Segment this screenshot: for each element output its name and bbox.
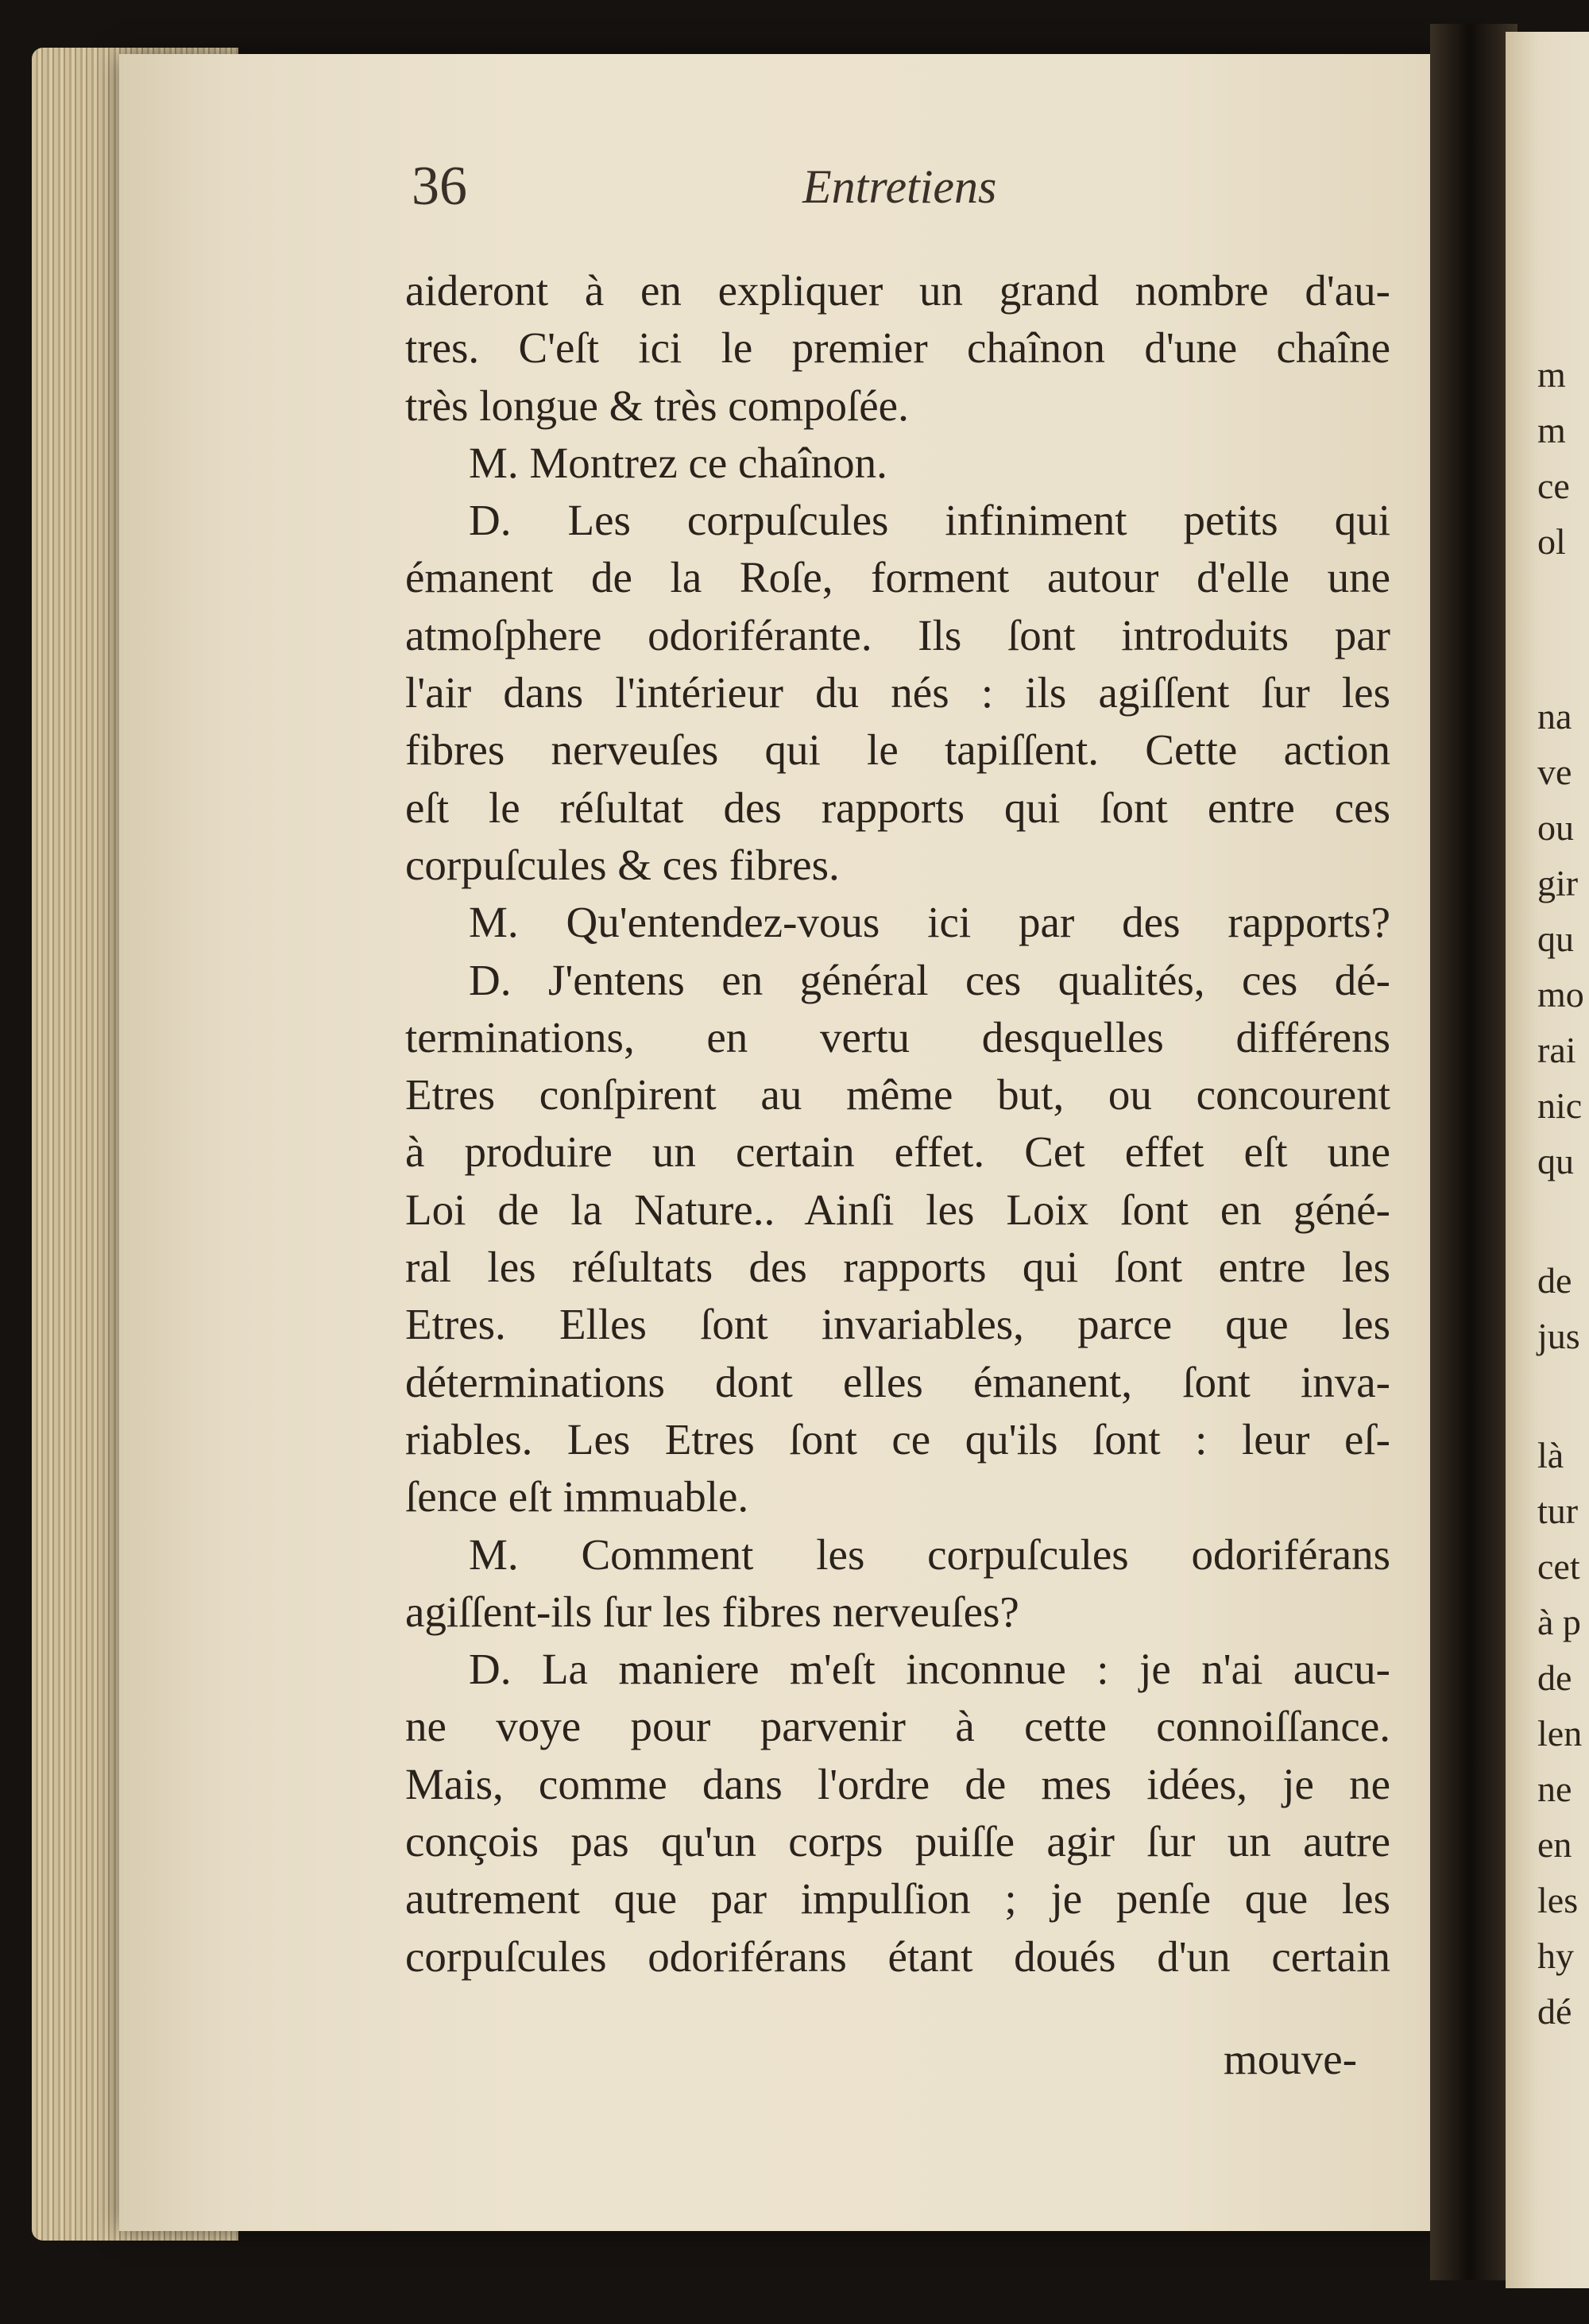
text-line: aideront à en expliquer un grand nombre d'au- <box>405 266 1390 315</box>
facing-page <box>1506 32 1589 2288</box>
running-title: Entretiens <box>802 160 997 213</box>
facing-fragment: hy <box>1537 1935 1574 1976</box>
text-line: à produire un certain effet. Cet effet eſt une <box>405 1127 1390 1177</box>
facing-fragment: len <box>1537 1713 1583 1754</box>
facing-fragment: là <box>1537 1435 1564 1475</box>
text-line: agiſſent-ils ſur les fibres nerveuſes? <box>405 1587 1019 1636</box>
text-line: eſt le réſultat des rapports qui ſont entre ces <box>405 783 1390 832</box>
text-line: atmoſphere odoriférante. Ils ſont introduits par <box>405 610 1390 659</box>
facing-fragment: ne <box>1537 1769 1572 1809</box>
text-line: Etres. Elles ſont invariables, parce que les <box>405 1300 1390 1349</box>
facing-fragment: dé <box>1537 1991 1572 2032</box>
facing-fragment: ve <box>1537 752 1572 792</box>
text-line: D. Les corpuſcules infiniment petits qui <box>469 496 1390 545</box>
facing-fragment: de <box>1537 1657 1572 1698</box>
text-line: émanent de la Roſe, forment autour d'elle une <box>405 553 1390 602</box>
facing-fragment: m <box>1537 354 1566 395</box>
facing-fragment: gir <box>1537 863 1579 903</box>
facing-fragment: na <box>1537 696 1572 737</box>
facing-fragment: à p <box>1537 1602 1581 1642</box>
text-line: M. Comment les corpuſcules odoriférans <box>469 1529 1390 1579</box>
facing-fragment: jus <box>1537 1316 1580 1356</box>
facing-fragment: tur <box>1537 1491 1579 1531</box>
text-line: conçois pas qu'un corps puiſſe agir ſur un autre <box>405 1817 1390 1866</box>
facing-fragment: de <box>1537 1260 1572 1301</box>
text-line: ral les réſultats des rapports qui ſont entre les <box>405 1243 1390 1292</box>
text-line: corpuſcules odoriférans étant doués d'un certain <box>405 1932 1390 1981</box>
text-line: terminations, en vertu desquelles différens <box>405 1012 1390 1061</box>
page-number: 36 <box>412 156 467 217</box>
facing-fragment: ol <box>1537 521 1566 562</box>
text-line: Etres conſpirent au même but, ou concourent <box>405 1070 1390 1119</box>
facing-fragment: mo <box>1537 974 1584 1015</box>
facing-fragment: cet <box>1537 1546 1580 1587</box>
facing-fragment: nic <box>1537 1085 1583 1126</box>
facing-fragment: ou <box>1537 807 1574 848</box>
text-line: l'air dans l'intérieur du nés : ils agiſſent ſur les <box>405 668 1390 717</box>
facing-fragment: en <box>1537 1824 1572 1865</box>
text-line: corpuſcules & ces fibres. <box>405 840 840 889</box>
text-line: déterminations dont elles émanent, ſont inva- <box>405 1357 1390 1406</box>
facing-fragment: ce <box>1537 466 1570 506</box>
facing-fragment: rai <box>1537 1030 1576 1070</box>
facing-fragment: m <box>1537 410 1566 450</box>
text-line: autrement que par impulſion ; je penſe que les <box>405 1874 1390 1924</box>
facing-fragment: qu <box>1537 1141 1574 1181</box>
facing-fragment: les <box>1537 1880 1579 1920</box>
text-line: tres. C'eſt ici le premier chaînon d'une chaîne <box>405 323 1390 373</box>
body-text <box>405 262 1390 1986</box>
text-line: Mais, comme dans l'ordre de mes idées, je ne <box>405 1759 1390 1808</box>
book-gutter <box>1430 24 1517 2280</box>
facing-fragment: qu <box>1537 918 1574 959</box>
text-line: M. Montrez ce chaînon. <box>469 438 887 487</box>
catchword: mouve- <box>1224 2035 1358 2083</box>
text-line: Loi de la Nature.. Ainſi les Loix ſont en géné- <box>405 1185 1390 1234</box>
text-line: M. Qu'entendez-vous ici par des rapports? <box>469 898 1390 947</box>
text-line: D. J'entens en général ces qualités, ces dé- <box>469 955 1390 1004</box>
text-line: riables. Les Etres ſont ce qu'ils ſont : leur eſ- <box>405 1414 1390 1464</box>
text-line: ne voye pour parvenir à cette connoiſſance. <box>405 1702 1390 1751</box>
text-line: fibres nerveuſes qui le tapiſſent. Cette action <box>405 725 1390 775</box>
text-line: D. La maniere m'eſt inconnue : je n'ai aucu- <box>469 1645 1390 1694</box>
text-line: très longue & très compoſée. <box>405 381 909 430</box>
text-line: ſence eſt immuable. <box>405 1472 749 1522</box>
